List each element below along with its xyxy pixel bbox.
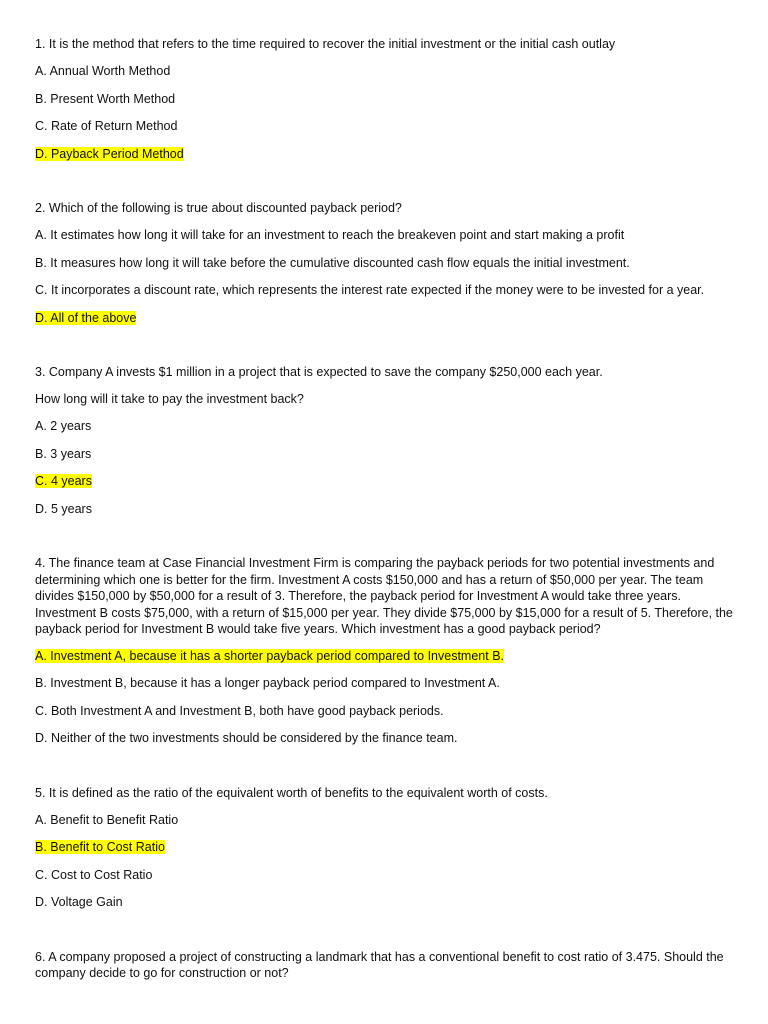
question-text: 6. A company proposed a project of constructing a landmark that has a conventional benefit to cost ratio of 3.475. Should the company decide to go for construction or not? xyxy=(35,949,724,980)
option-text: A. It estimates how long it will take for an investment to reach the breakeven point and start making a profit xyxy=(35,228,625,242)
question-text: 2. Which of the following is true about discounted payback period? xyxy=(35,201,402,215)
option-b xyxy=(35,255,735,272)
option-a xyxy=(35,227,735,244)
highlighted-answer: D. All of the above xyxy=(35,310,137,325)
option-text: D. 5 years xyxy=(35,501,92,516)
option-a-answer xyxy=(35,648,735,665)
option-text: C. It incorporates a discount rate, which represents the interest rate expected if the money were to be invested for a year. xyxy=(35,283,705,297)
option-b-answer xyxy=(35,839,735,856)
highlighted-answer: A. Investment A, because it has a shorter payback period compared to Investment B. xyxy=(35,648,505,663)
option-text: B. Present Worth Method xyxy=(35,91,176,106)
option-d xyxy=(35,894,735,911)
option-text: D. Neither of the two investments should be considered by the finance team. xyxy=(35,731,458,745)
option-c xyxy=(35,867,735,884)
option-text: A. 2 years xyxy=(35,419,92,433)
highlighted-answer: C. 4 years xyxy=(35,474,92,488)
option-b xyxy=(35,675,735,692)
question-2 xyxy=(35,200,735,327)
highlighted-answer: B. Benefit to Cost Ratio xyxy=(35,840,165,854)
option-text: C. Cost to Cost Ratio xyxy=(35,867,153,882)
spacer xyxy=(35,758,735,785)
option-text: A. Benefit to Benefit Ratio xyxy=(35,812,179,827)
question-4 xyxy=(35,555,735,747)
option-text: A. Annual Worth Method xyxy=(35,64,171,78)
option-d-answer xyxy=(35,310,735,327)
highlighted-answer: D. Payback Period Method xyxy=(35,146,184,161)
document-page xyxy=(35,36,735,992)
option-a xyxy=(35,63,735,80)
option-c xyxy=(35,282,735,299)
question-1 xyxy=(35,36,735,163)
question-subtext: How long will it take to pay the investment back? xyxy=(35,392,304,406)
option-text: B. 3 years xyxy=(35,446,92,461)
option-a xyxy=(35,812,735,829)
option-text: B. Investment B, because it has a longer payback period compared to Investment A. xyxy=(35,676,500,690)
option-text: C. Both Investment A and Investment B, both have good payback periods. xyxy=(35,703,444,718)
option-b xyxy=(35,91,735,108)
spacer xyxy=(35,922,735,949)
question-text: 4. The finance team at Case Financial Investment Firm is comparing the payback periods for two potential investments and determining which one is better for the firm. Investment A costs $150,000 and has a return of $50,000 per year. The team divides $150,000 by $50,000 for a result of 3. Therefore, the payback period for Investment A would take three years. Investment B costs $75,000, with a return of $15,000 per year. They divide $75,000 by $15,000 for a result of 5. Therefore, the payback period for Investment B would take five years. Which investment has a good payback period? xyxy=(35,556,733,636)
spacer xyxy=(35,173,735,200)
spacer xyxy=(35,337,735,364)
option-text: B. It measures how long it will take before the cumulative discounted cash flow equals the initial investment. xyxy=(35,255,630,270)
spacer xyxy=(35,528,735,555)
option-text: C. Rate of Return Method xyxy=(35,119,178,133)
question-3 xyxy=(35,364,735,518)
question-5 xyxy=(35,785,735,912)
question-text: 1. It is the method that refers to the time required to recover the initial investment or the initial cash outlay xyxy=(35,37,616,51)
question-text: 5. It is defined as the ratio of the equivalent worth of benefits to the equivalent worth of costs. xyxy=(35,785,548,800)
option-a xyxy=(35,418,735,435)
option-c xyxy=(35,118,735,135)
option-text: D. Voltage Gain xyxy=(35,895,123,909)
option-d xyxy=(35,501,735,518)
question-6 xyxy=(35,949,735,982)
option-d-answer xyxy=(35,146,735,163)
option-b xyxy=(35,446,735,463)
option-d xyxy=(35,730,735,747)
option-c xyxy=(35,703,735,720)
option-c-answer xyxy=(35,473,735,490)
question-text: 3. Company A invests $1 million in a project that is expected to save the company $250,000 each year. xyxy=(35,365,603,379)
